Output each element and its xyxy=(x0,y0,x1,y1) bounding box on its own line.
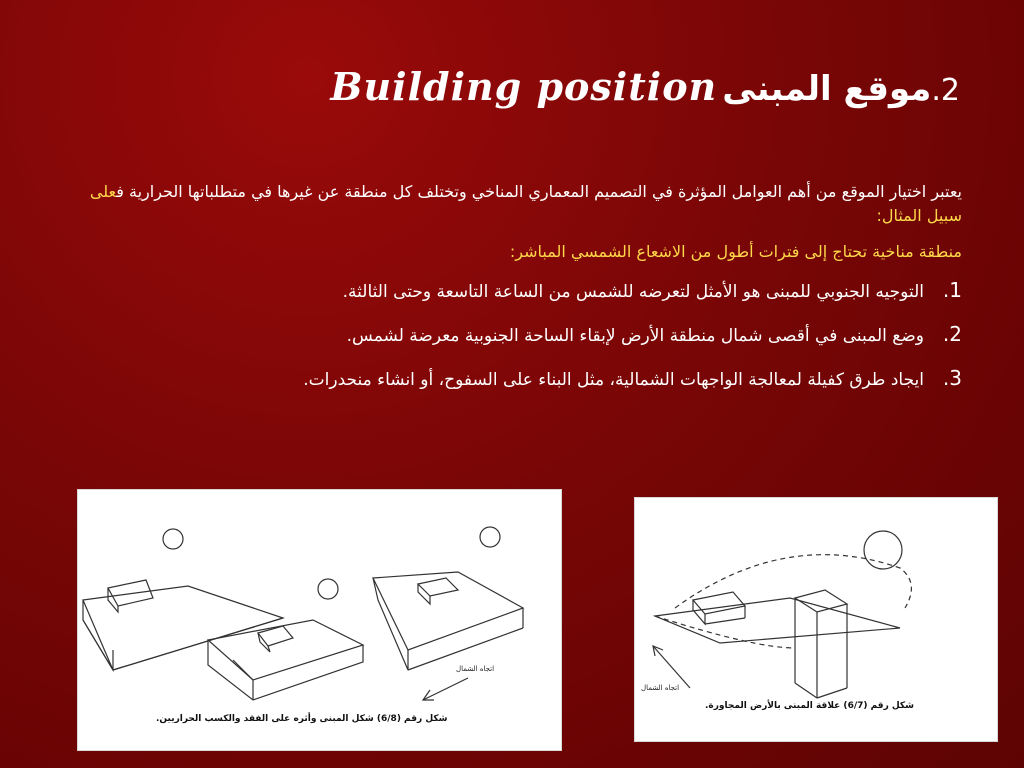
figure-building-slopes-drawing xyxy=(78,490,561,750)
list-item xyxy=(62,322,962,348)
slide-title xyxy=(40,64,960,124)
north-label: اتجاه الشمال xyxy=(456,665,495,673)
list-item-number: 1. xyxy=(942,278,962,302)
intro-paragraph xyxy=(62,180,962,228)
figure-building-slopes xyxy=(77,489,562,751)
north-label: اتجاه الشمال xyxy=(641,684,680,692)
figure-caption: شكل رقم (6/7) علاقة المبنى بالأرض المجاورة. xyxy=(705,701,915,711)
list-item-number: 2. xyxy=(942,322,962,346)
title-number: 2. xyxy=(931,73,960,108)
figure-caption: شكل رقم (6/8) شكل المبنى وأثره على الفقد والكسب الحراريين. xyxy=(156,714,448,724)
list-item-text: التوجيه الجنوبي للمبنى هو الأمثل لتعرضه للشمس من الساعة التاسعة وحتى الثالثة. xyxy=(342,282,924,302)
figure-building-land xyxy=(634,497,998,742)
intro-highlight: على سبيل المثال: xyxy=(89,182,962,225)
list-item-number: 3. xyxy=(942,366,962,390)
title-arabic: موقع المبنى xyxy=(722,69,932,109)
title-english: Building position xyxy=(330,64,718,109)
list-item-text: وضع المبنى في أقصى شمال منطقة الأرض لإبقاء الساحة الجنوبية معرضة لشمس. xyxy=(346,326,924,346)
intro-text: يعتبر اختيار الموقع من أهم العوامل المؤثرة في التصميم المعماري المناخي وتختلف كل منطقة عن غيرها في متطلباتها الحرارية ف xyxy=(116,182,962,201)
list-item xyxy=(62,366,962,392)
subheading: منطقة مناخية تحتاج إلى فترات أطول من الاشعاع الشمسي المباشر: xyxy=(509,242,962,261)
list-item-text: ايجاد طرق كفيلة لمعالجة الواجهات الشمالية، مثل البناء على السفوح، أو انشاء منحدرات. xyxy=(303,370,924,390)
list-item xyxy=(62,278,962,304)
slide-body xyxy=(62,180,962,410)
